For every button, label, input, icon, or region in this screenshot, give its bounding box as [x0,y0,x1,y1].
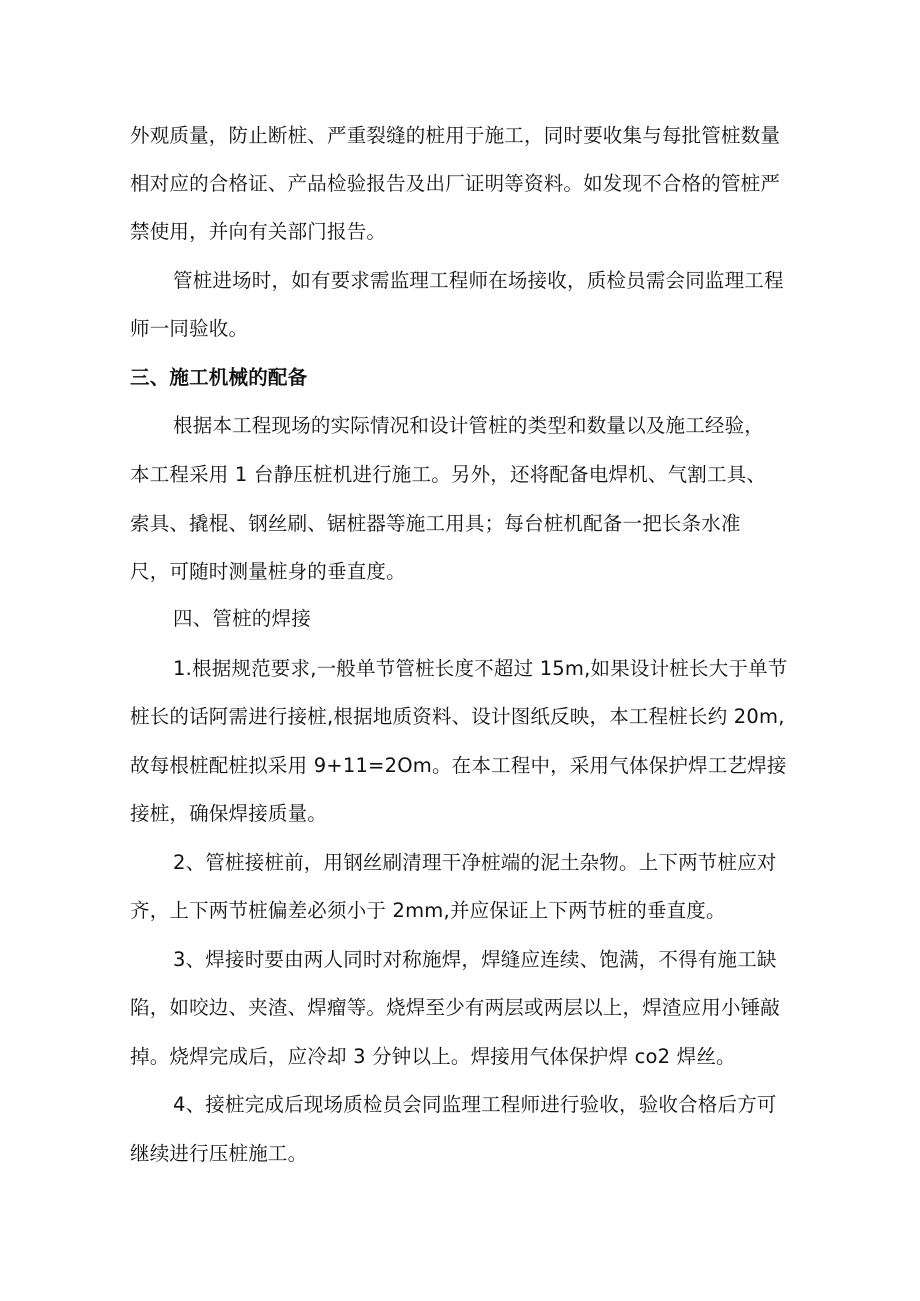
paragraph-line: 齐，上下两节桩偏差必须小于 2mm,并应保证上下两节桩的垂直度。 [130,899,726,922]
paragraph-line: 陷，如咬边、夹渣、焊瘤等。烧焊至少有两层或两层以上，焊渣应用小锤敲 [130,996,781,1019]
paragraph-line: 根据本工程现场的实际情况和设计管桩的类型和数量以及施工经验， [173,414,765,437]
paragraph-line: 相对应的合格证、产品检验报告及出厂证明等资料。如发现不合格的管桩严 [130,172,781,195]
paragraph-line: 索具、撬棍、钢丝刷、锯桩器等施工用具；每台桩机配备一把长条水准 [130,512,741,535]
section-heading: 四、管桩的焊接 [173,607,311,630]
paragraph-line: 1.根据规范要求,一般单节管桩长度不超过 15m,如果设计桩长大于单节 [173,657,788,680]
paragraph-line: 2、管桩接桩前，用钢丝刷清理干净桩端的泥土杂物。上下两节桩应对 [173,851,777,874]
paragraph-line: 本工程采用 1 台静压桩机进行施工。另外，还将配备电焊机、气割工具、 [130,463,767,486]
paragraph-line: 3、焊接时要由两人同时对称施焊，焊缝应连续、饱满，不得有施工缺 [173,948,777,971]
paragraph-line: 管桩进场时，如有要求需监理工程师在场接收，质检员需会同监理工程 [173,269,784,292]
paragraph-line: 掉。烧焊完成后，应冷却 3 分钟以上。焊接用气体保护焊 co2 焊丝。 [130,1045,736,1068]
paragraph-line: 桩长的话阿需进行接桩,根据地质资料、设计图纸反映，本工程桩长约 20m, [130,705,785,728]
paragraph-line: 继续进行压桩施工。 [130,1142,308,1165]
paragraph-line: 故每根桩配桩拟采用 9+11=2Om。在本工程中，采用气体保护焊工艺焊接 [130,754,787,777]
paragraph-line: 师一同验收。 [130,317,249,340]
paragraph-line: 外观质量，防止断桩、严重裂缝的桩用于施工，同时要收集与每批管桩数量 [130,124,781,147]
paragraph-line: 接桩，确保焊接质量。 [130,802,328,825]
paragraph-line: 尺，可随时测量桩身的垂直度。 [130,560,406,583]
section-heading: 三、施工机械的配备 [130,366,308,389]
paragraph-line: 4、接桩完成后现场质检员会同监理工程师进行验收，验收合格后方可 [173,1093,777,1116]
paragraph-line: 禁使用，并向有关部门报告。 [130,220,387,243]
